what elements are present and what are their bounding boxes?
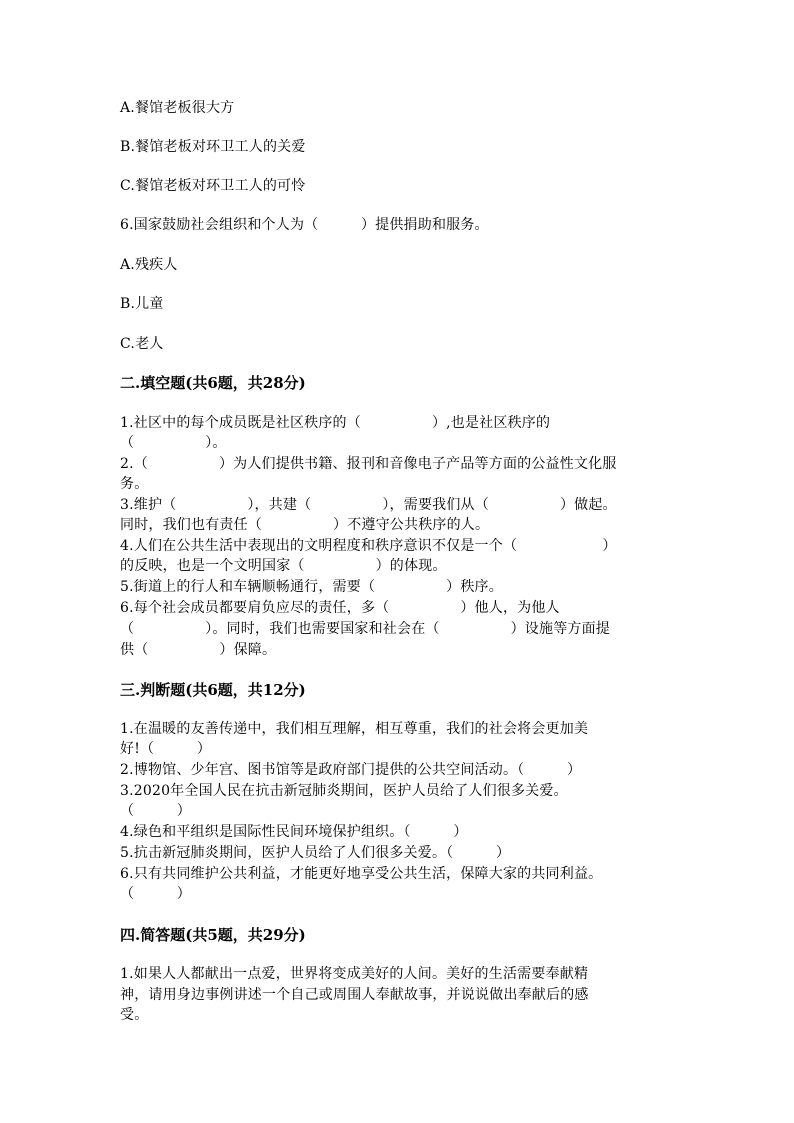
q6-option-a: A.残疾人 — [120, 257, 178, 273]
fill-in-line: 供（ ）保障。 — [120, 642, 277, 658]
section-heading-short-answer: 四.简答题(共5题，共29分) — [120, 926, 306, 944]
true-false-line: 3.2020年全国人民在抗击新冠肺炎期间，医护人员给了人们很多关爱。 — [120, 783, 568, 799]
q5-option-b: B.餐馆老板对环卫工人的关爱 — [120, 139, 306, 155]
true-false-line: 1.在温暖的友善传递中，我们相互理解，相互尊重，我们的社会将会更加美 — [120, 721, 589, 737]
fill-in-line: 的反映，也是一个文明国家（ ）的体现。 — [120, 558, 447, 574]
q6-option-b: B.儿童 — [120, 296, 164, 312]
fill-in-line: 4.人们在公共生活中表现出的文明程度和秩序意识不仅是一个（ ） — [120, 538, 617, 554]
fill-in-line: 1.社区中的每个成员既是社区秩序的（ ）,也是社区秩序的 — [120, 415, 551, 431]
fill-in-line: （ ）。同时，我们也需要国家和社会在（ ）设施等方面提 — [120, 621, 610, 637]
fill-in-line: 5.街道上的行人和车辆顺畅通行，需要（ ）秩序。 — [120, 579, 503, 595]
section-heading-fill-in: 二.填空题(共6题，共28分) — [120, 374, 306, 392]
fill-in-line: 2.（ ）为人们提供书籍、报刊和音像电子产品等方面的公益性文化服 — [120, 456, 617, 472]
true-false-line: 5.抗击新冠肺炎期间，医护人员给了人们很多关爱。（ ） — [120, 845, 511, 861]
q6-question: 6.国家鼓励社会组织和个人为（ ）提供捐助和服务。 — [120, 217, 489, 233]
q6-option-c: C.老人 — [120, 336, 164, 352]
short-answer-line: 1.如果人人都献出一点爱，世界将变成美好的人间。美好的生活需要奉献精 — [120, 966, 589, 982]
section-heading-true-false: 三.判断题(共6题，共12分) — [120, 681, 306, 699]
true-false-line: 4.绿色和平组织是国际性民间环境保护组织。（ ） — [120, 824, 468, 840]
fill-in-line: （ ）。 — [120, 435, 227, 451]
true-false-line: （ ） — [120, 886, 191, 902]
fill-in-line: 6.每个社会成员都要肩负应尽的责任，多（ ）他人，为他人 — [120, 600, 560, 616]
q5-option-a: A.餐馆老板很大方 — [120, 100, 235, 116]
true-false-line: 好!（ ） — [120, 741, 212, 757]
true-false-line: 6.只有共同维护公共利益，才能更好地享受公共生活，保障大家的共同利益。 — [120, 866, 603, 882]
short-answer-line: 神，请用身边事例讲述一个自己或周围人奉献故事，并说说做出奉献后的感 — [120, 987, 589, 1003]
short-answer-line: 受。 — [120, 1007, 149, 1023]
fill-in-line: 同时，我们也有责任（ ）不遵守公共秩序的人。 — [120, 517, 490, 533]
true-false-line: 2.博物馆、少年宫、图书馆等是政府部门提供的公共空间活动。（ ） — [120, 762, 582, 778]
fill-in-line: 务。 — [120, 476, 149, 492]
true-false-line: （ ） — [120, 803, 191, 819]
q5-option-c: C.餐馆老板对环卫工人的可怜 — [120, 178, 306, 194]
fill-in-line: 3.维护（ ），共建（ ），需要我们从（ ）做起。 — [120, 497, 617, 513]
